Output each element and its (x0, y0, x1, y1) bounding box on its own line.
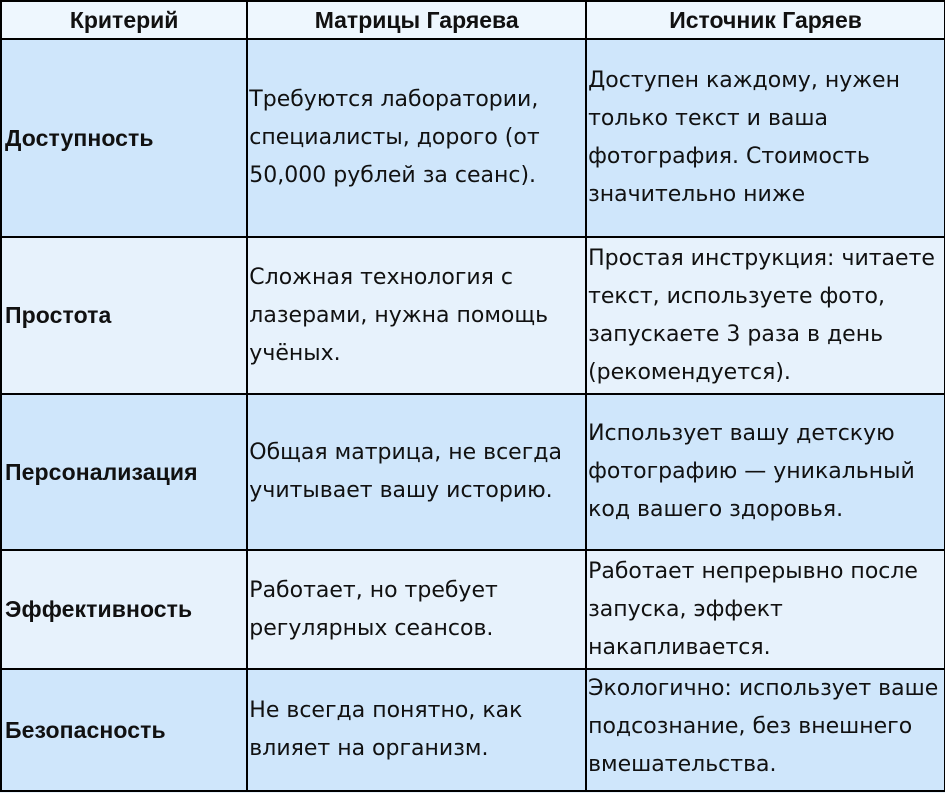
matrices-cell: Общая матрица, не всегда учитывает вашу историю. (247, 394, 586, 550)
header-matrices: Матрицы Гаряева (247, 1, 586, 39)
source-cell: Работает непрерывно после запуска, эффект накапливается. (586, 550, 945, 669)
table-row (1, 394, 945, 550)
table-row (1, 237, 945, 394)
source-cell: Использует вашу детскую фотографию — уникальный код вашего здоровья. (586, 394, 945, 550)
source-cell: Доступен каждому, нужен только текст и ваша фотография. Стоимость значительно ниже (586, 39, 945, 237)
matrices-cell: Работает, но требует регулярных сеансов. (247, 550, 586, 669)
criterion-cell: Безопасность (1, 669, 247, 791)
source-cell: Простая инструкция: читаете текст, используете фото, запускаете 3 раза в день (рекомендуется). (586, 237, 945, 394)
matrices-cell: Требуются лаборатории, специалисты, дорого (от 50,000 рублей за сеанс). (247, 39, 586, 237)
header-row (1, 1, 945, 39)
source-cell: Экологично: использует ваше подсознание, без внешнего вмешательства. (586, 669, 945, 791)
header-criterion: Критерий (1, 1, 247, 39)
matrices-cell: Сложная технология с лазерами, нужна помощь учёных. (247, 237, 586, 394)
matrices-cell: Не всегда понятно, как влияет на организм. (247, 669, 586, 791)
criterion-cell: Доступность (1, 39, 247, 237)
criterion-cell: Простота (1, 237, 247, 394)
table-row (1, 39, 945, 237)
table-row (1, 550, 945, 669)
header-source: Источник Гаряев (586, 1, 945, 39)
table-row (1, 669, 945, 791)
criterion-cell: Эффективность (1, 550, 247, 669)
criterion-cell: Персонализация (1, 394, 247, 550)
